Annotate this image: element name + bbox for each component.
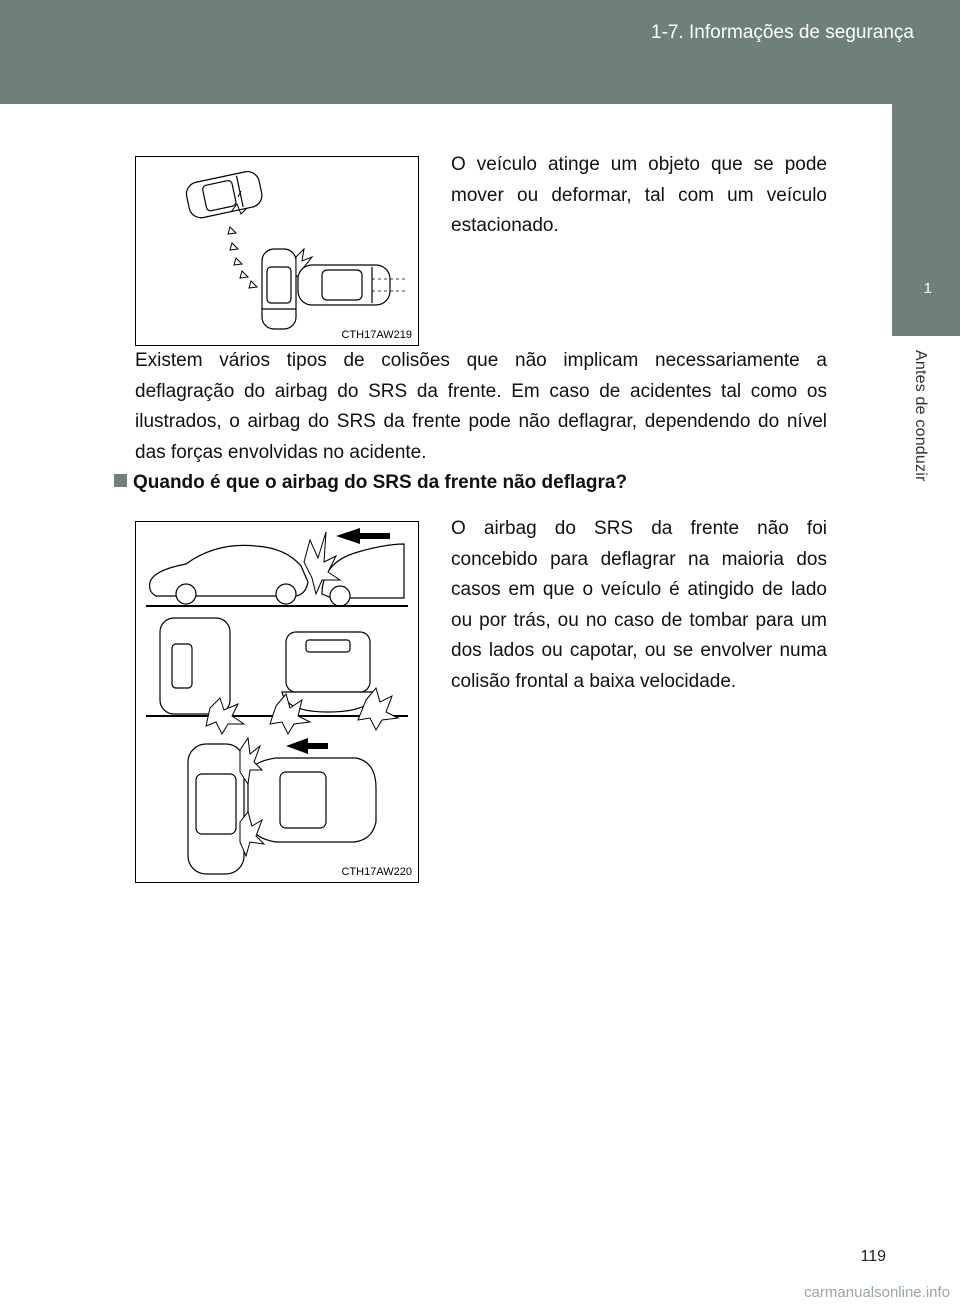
chapter-tab	[892, 104, 960, 336]
header-bar	[0, 0, 960, 104]
body-paragraph: Existem vários tipos de colisões que não implicam necessariamente a deflagração do airbag do SRS da frente. Em caso de acidentes tal como os ilustrados, o airbag do SRS da frente pode não deflagrar, dependendo do nível das forças envolvidas no acidente.	[135, 350, 827, 463]
watermark: carmanualsonline.info	[804, 1284, 950, 1301]
figure-code: CTH17AW220	[341, 866, 412, 878]
collision-illustration-1	[136, 157, 418, 345]
figure-collision-parked-vehicle	[135, 156, 419, 346]
chapter-label: Antes de conduzir	[912, 350, 929, 482]
figure1-caption: O veículo atinge um objeto que se pode mover ou deformar, tal com um veículo estacionado.	[451, 154, 827, 236]
collision-illustration-2	[136, 522, 418, 882]
figure-code: CTH17AW219	[341, 329, 412, 341]
chapter-number: 1	[923, 280, 932, 297]
section-heading-text: Quando é que o airbag do SRS da frente não deflagra?	[133, 472, 628, 493]
section-title: 1-7. Informações de segurança	[651, 22, 914, 43]
bullet-square-icon	[114, 474, 127, 487]
section-heading	[114, 472, 627, 494]
figure-non-deploy-collisions	[135, 521, 419, 883]
page-number: 119	[860, 1248, 886, 1265]
figure2-caption: O airbag do SRS da frente não foi concebido para deflagrar na maioria dos casos em que o veículo é atingido de lado ou por trás, ou no caso de tombar para um dos lados ou capotar, ou se envolver numa colisão frontal a baixa velocidade.	[451, 518, 827, 692]
